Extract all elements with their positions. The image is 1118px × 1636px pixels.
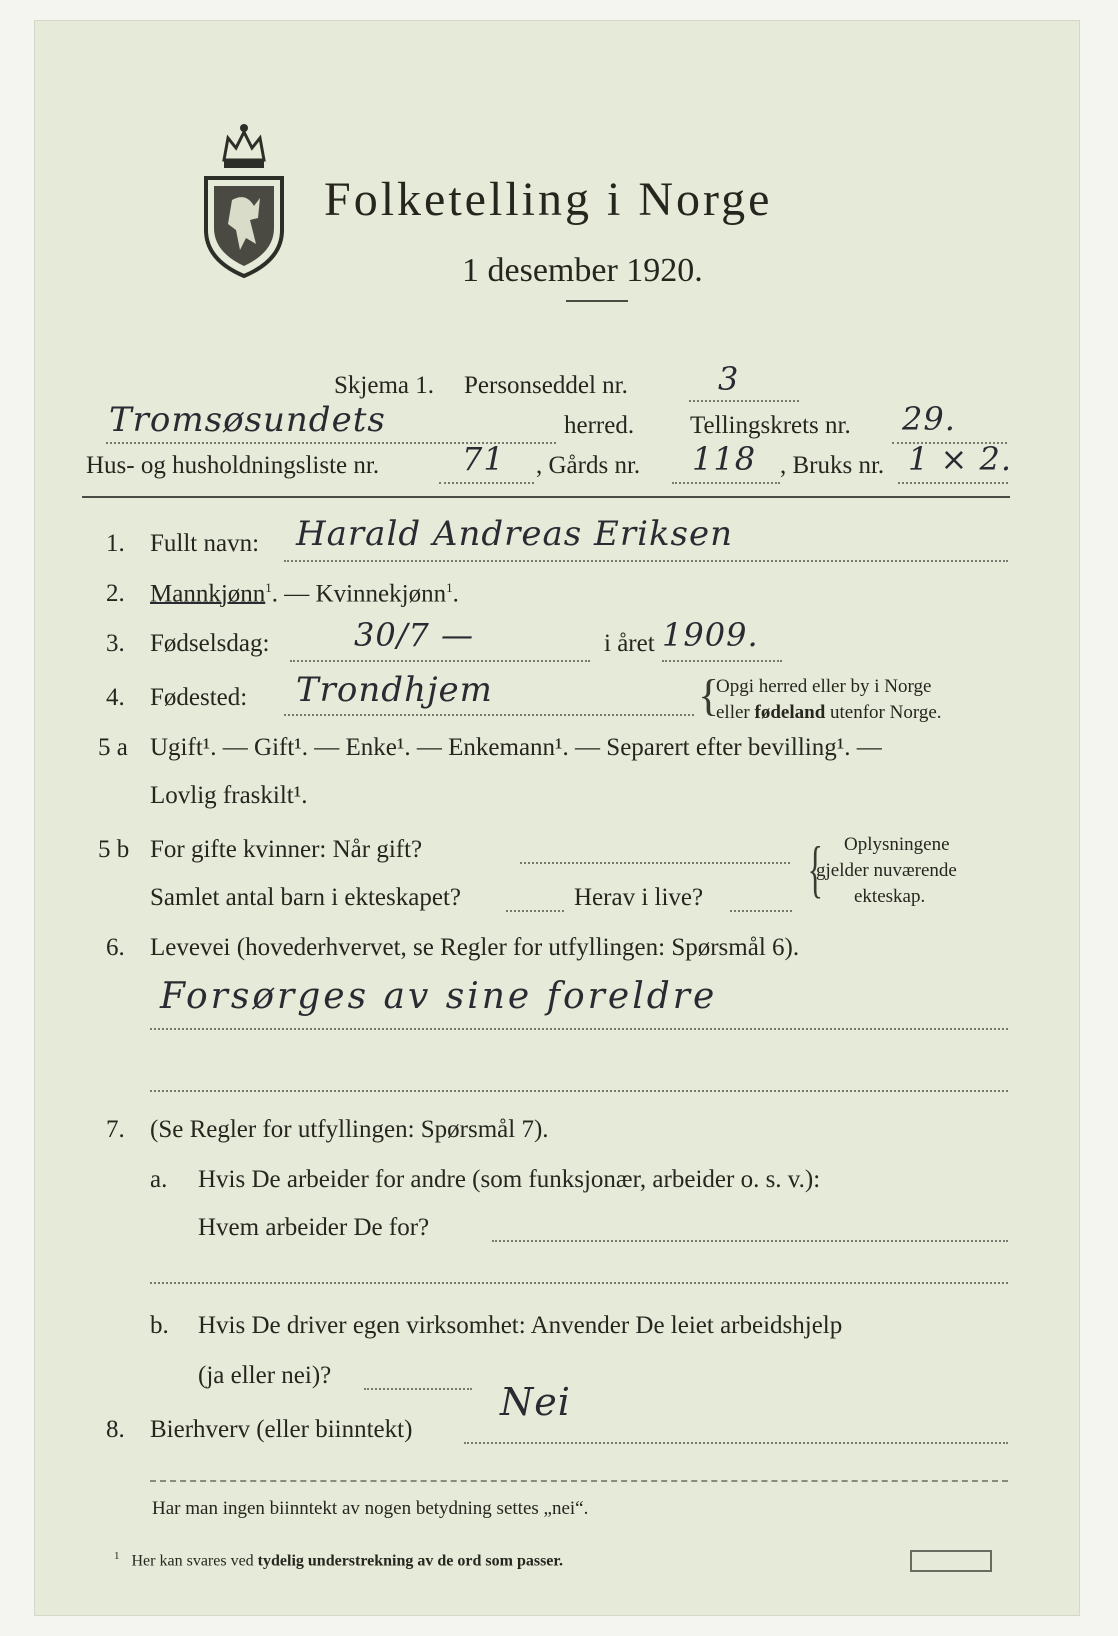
q6-label: Levevei (hovederhvervet, se Regler for utfyllingen: Spørsmål 6). bbox=[150, 934, 800, 961]
q7a-text: Hvis De arbeider for andre (som funksjonær, arbeider o. s. v.): bbox=[198, 1166, 821, 1193]
q5b-alive-label: Herav i live? bbox=[574, 884, 704, 911]
q5b-married-dots[interactable] bbox=[520, 862, 790, 864]
tellingskrets-label: Tellingskrets nr. bbox=[690, 412, 851, 439]
male-sup: 1 bbox=[265, 580, 272, 595]
gards-dots bbox=[672, 482, 780, 484]
personseddel-label: Personseddel nr. bbox=[464, 372, 628, 399]
q3-dots bbox=[290, 660, 590, 662]
side-income-value[interactable]: Nei bbox=[500, 1380, 571, 1424]
q5b-note-2: gjelder nuværende bbox=[816, 860, 957, 881]
birthday-value[interactable]: 30/7 — bbox=[354, 616, 475, 654]
tellingskrets-value[interactable]: 29. bbox=[902, 400, 956, 438]
q5b-number: 5 b bbox=[98, 836, 130, 863]
census-form-sheet bbox=[34, 20, 1080, 1616]
marital-status-options[interactable]: Ugift¹. — Gift¹. — Enke¹. — Enkemann¹. — Separert efter bevilling¹. — bbox=[150, 734, 882, 761]
q7a-dots-1[interactable] bbox=[492, 1240, 1008, 1242]
q5a-number: 5 a bbox=[98, 734, 128, 761]
footnote-pre: Her kan svares ved bbox=[131, 1552, 254, 1570]
bruks-label: , Bruks nr. bbox=[780, 452, 885, 479]
q1-dots bbox=[284, 560, 1008, 562]
bottom-divider bbox=[150, 1480, 1008, 1482]
q7a-letter: a. bbox=[150, 1166, 168, 1193]
q3-label: Fødselsdag: bbox=[150, 630, 270, 657]
q8-label: Bierhverv (eller biinntekt) bbox=[150, 1416, 413, 1443]
footer-note: Har man ingen biinntekt av nogen betydning settes „nei“. bbox=[152, 1498, 589, 1519]
q8-dots bbox=[464, 1442, 1008, 1444]
q7a-dots-2[interactable] bbox=[150, 1282, 1008, 1284]
q1-number: 1. bbox=[106, 530, 125, 557]
title-divider bbox=[566, 300, 628, 302]
herred-value[interactable]: Tromsøsundets bbox=[109, 400, 386, 440]
q3-year-label: i året bbox=[604, 630, 655, 657]
birth-year-value[interactable]: 1909. bbox=[662, 616, 759, 654]
q5b-alive-dots[interactable] bbox=[730, 910, 792, 912]
q2-options bbox=[150, 580, 459, 608]
q7b-text: Hvis De driver egen virksomhet: Anvender De leiet arbeidshjelp bbox=[198, 1312, 843, 1339]
occupation-value[interactable]: Forsørges av sine foreldre bbox=[160, 976, 718, 1017]
q1-label: Fullt navn: bbox=[150, 530, 260, 557]
q4-label: Fødested: bbox=[150, 684, 248, 711]
footnote bbox=[114, 1550, 563, 1570]
female-option[interactable]: Kvinnekjønn bbox=[315, 580, 447, 608]
q4-brace: { bbox=[698, 671, 720, 720]
q7-label: (Se Regler for utfyllingen: Spørsmål 7). bbox=[150, 1116, 549, 1143]
full-name-value[interactable]: Harald Andreas Eriksen bbox=[296, 514, 734, 554]
q6-number: 6. bbox=[106, 934, 125, 961]
q2-end: . bbox=[452, 580, 459, 608]
q5b-note-1: Oplysningene bbox=[844, 834, 950, 855]
q2-number: 2. bbox=[106, 580, 125, 607]
q5b-brace: { bbox=[807, 833, 824, 904]
bruks-value[interactable]: 1 × 2. bbox=[908, 440, 1013, 478]
hus-dots bbox=[439, 482, 534, 484]
q6-dots-2 bbox=[150, 1090, 1008, 1092]
q4-note-bold: fødeland bbox=[754, 702, 826, 723]
q7b-letter: b. bbox=[150, 1312, 169, 1339]
q7b-dots[interactable] bbox=[364, 1388, 472, 1390]
q4-note-post: utenfor Norge. bbox=[830, 702, 942, 723]
footnote-bold: tydelig understrekning av de ord som passer. bbox=[257, 1552, 564, 1570]
bruks-dots bbox=[898, 482, 1008, 484]
herred-label: herred. bbox=[564, 412, 635, 439]
q8-number: 8. bbox=[106, 1416, 125, 1443]
q5b-note-3: ekteskap. bbox=[854, 886, 926, 907]
birthplace-value[interactable]: Trondhjem bbox=[296, 670, 493, 710]
schema-label: Skjema 1. bbox=[334, 372, 434, 399]
header-rule bbox=[82, 496, 1010, 498]
q4-number: 4. bbox=[106, 684, 125, 711]
q7b-text-2: (ja eller nei)? bbox=[198, 1362, 332, 1389]
marital-status-options-2[interactable]: Lovlig fraskilt¹. bbox=[150, 782, 308, 809]
hus-value[interactable]: 71 bbox=[462, 440, 505, 478]
q5b-children-dots[interactable] bbox=[506, 910, 564, 912]
personseddel-value[interactable]: 3 bbox=[718, 360, 740, 398]
q6-dots-1 bbox=[150, 1028, 1008, 1030]
q5b-children-label: Samlet antal barn i ekteskapet? bbox=[150, 884, 461, 911]
q5b-married-label: For gifte kvinner: Når gift? bbox=[150, 836, 423, 863]
q4-note-pre: eller bbox=[716, 702, 750, 723]
female-sup: 1 bbox=[446, 580, 453, 595]
census-date: 1 desember 1920. bbox=[462, 252, 703, 289]
male-option[interactable]: Mannkjønn bbox=[150, 580, 266, 608]
page-title: Folketelling i Norge bbox=[324, 173, 773, 226]
q4-dots bbox=[284, 714, 694, 716]
q3-number: 3. bbox=[106, 630, 125, 657]
coat-of-arms-icon bbox=[202, 120, 286, 280]
q2-separator: . — bbox=[271, 580, 316, 608]
footnote-number: 1 bbox=[114, 1550, 120, 1562]
gards-value[interactable]: 118 bbox=[692, 440, 757, 478]
q7-number: 7. bbox=[106, 1116, 125, 1143]
printer-stamp bbox=[910, 1550, 992, 1572]
personseddel-dots bbox=[689, 400, 799, 402]
q3-year-dots bbox=[662, 660, 782, 662]
hus-label: Hus- og husholdningsliste nr. bbox=[86, 452, 380, 479]
q4-note-line-2 bbox=[716, 702, 942, 724]
gards-label: , Gårds nr. bbox=[536, 452, 641, 479]
q7a-text-2: Hvem arbeider De for? bbox=[198, 1214, 430, 1241]
q4-note-line-1: Opgi herred eller by i Norge bbox=[716, 676, 932, 697]
